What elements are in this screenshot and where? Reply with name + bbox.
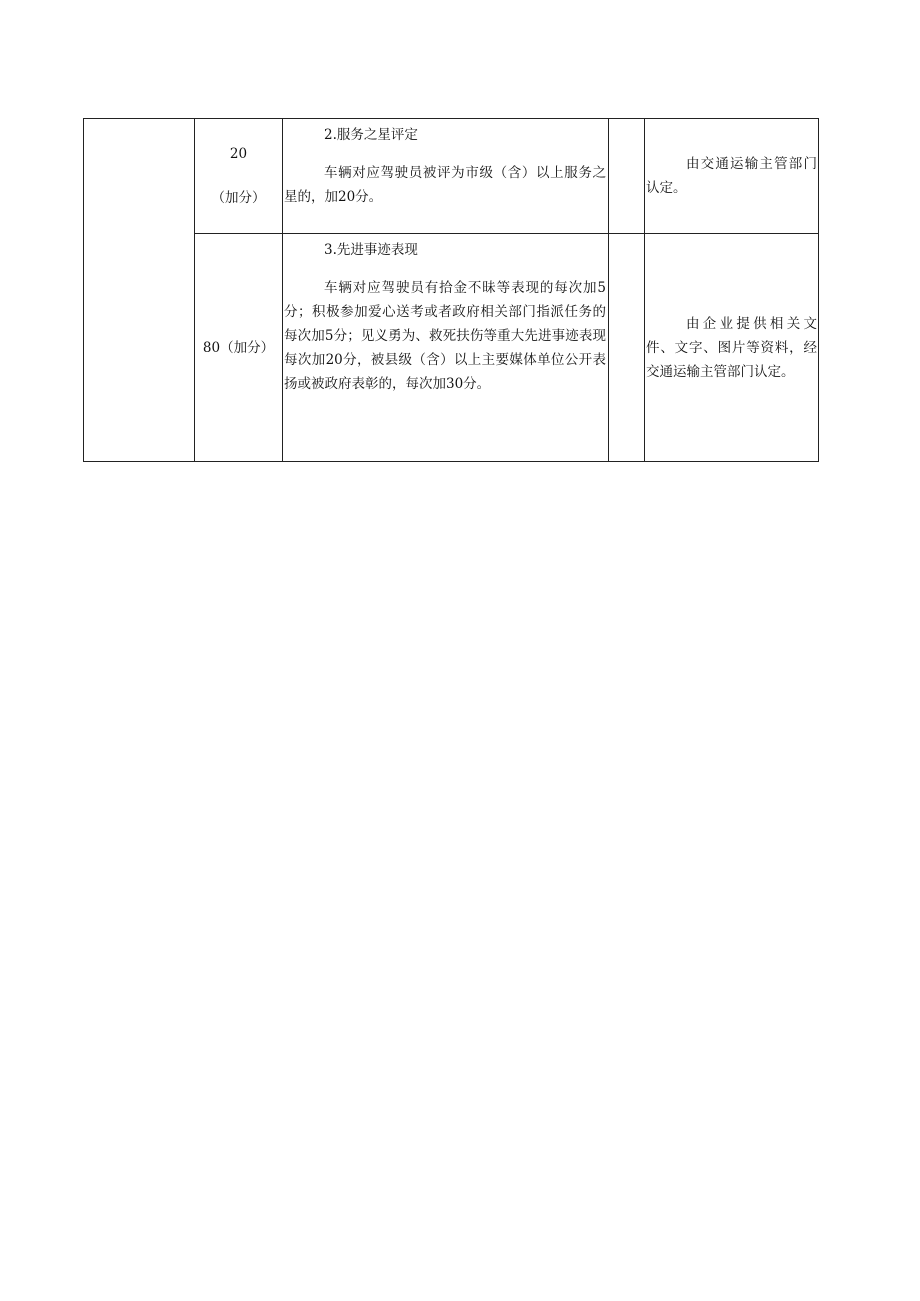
verification-cell xyxy=(645,234,819,462)
score-note: （加分） xyxy=(211,190,266,206)
item-body: 车辆对应驾驶员被评为市级（含）以上服务之星的，加20分。 xyxy=(284,165,606,205)
score-text: 80（加分） xyxy=(202,339,275,356)
item-title: 3.先进事迹表现 xyxy=(324,242,418,258)
empty-cell xyxy=(609,234,645,462)
item-description-cell xyxy=(283,119,609,234)
scoring-table xyxy=(83,118,819,462)
score-cell xyxy=(195,234,283,462)
score-value: 20 xyxy=(229,146,248,162)
item-body: 车辆对应驾驶员有拾金不昧等表现的每次加5分；积极参加爱心送考或者政府相关部门指派任务的每次加5分；见义勇为、救死扶伤等重大先进事迹表现每次加20分，被县级（含）以上主要媒体单位公开表扬或被政府表彰的，每次加30分。 xyxy=(284,280,606,392)
table-row xyxy=(84,234,819,462)
verification-text: 由企业提供相关文件、文字、图片等资料，经交通运输主管部门认定。 xyxy=(646,315,817,380)
scoring-table-section xyxy=(83,118,817,461)
empty-cell xyxy=(609,119,645,234)
item-description-cell xyxy=(283,234,609,462)
verification-text: 由交通运输主管部门认定。 xyxy=(646,156,817,196)
verification-cell xyxy=(645,119,819,234)
score-cell xyxy=(195,119,283,234)
table-row xyxy=(84,119,819,234)
item-title: 2.服务之星评定 xyxy=(324,127,418,143)
category-cell xyxy=(84,119,195,462)
